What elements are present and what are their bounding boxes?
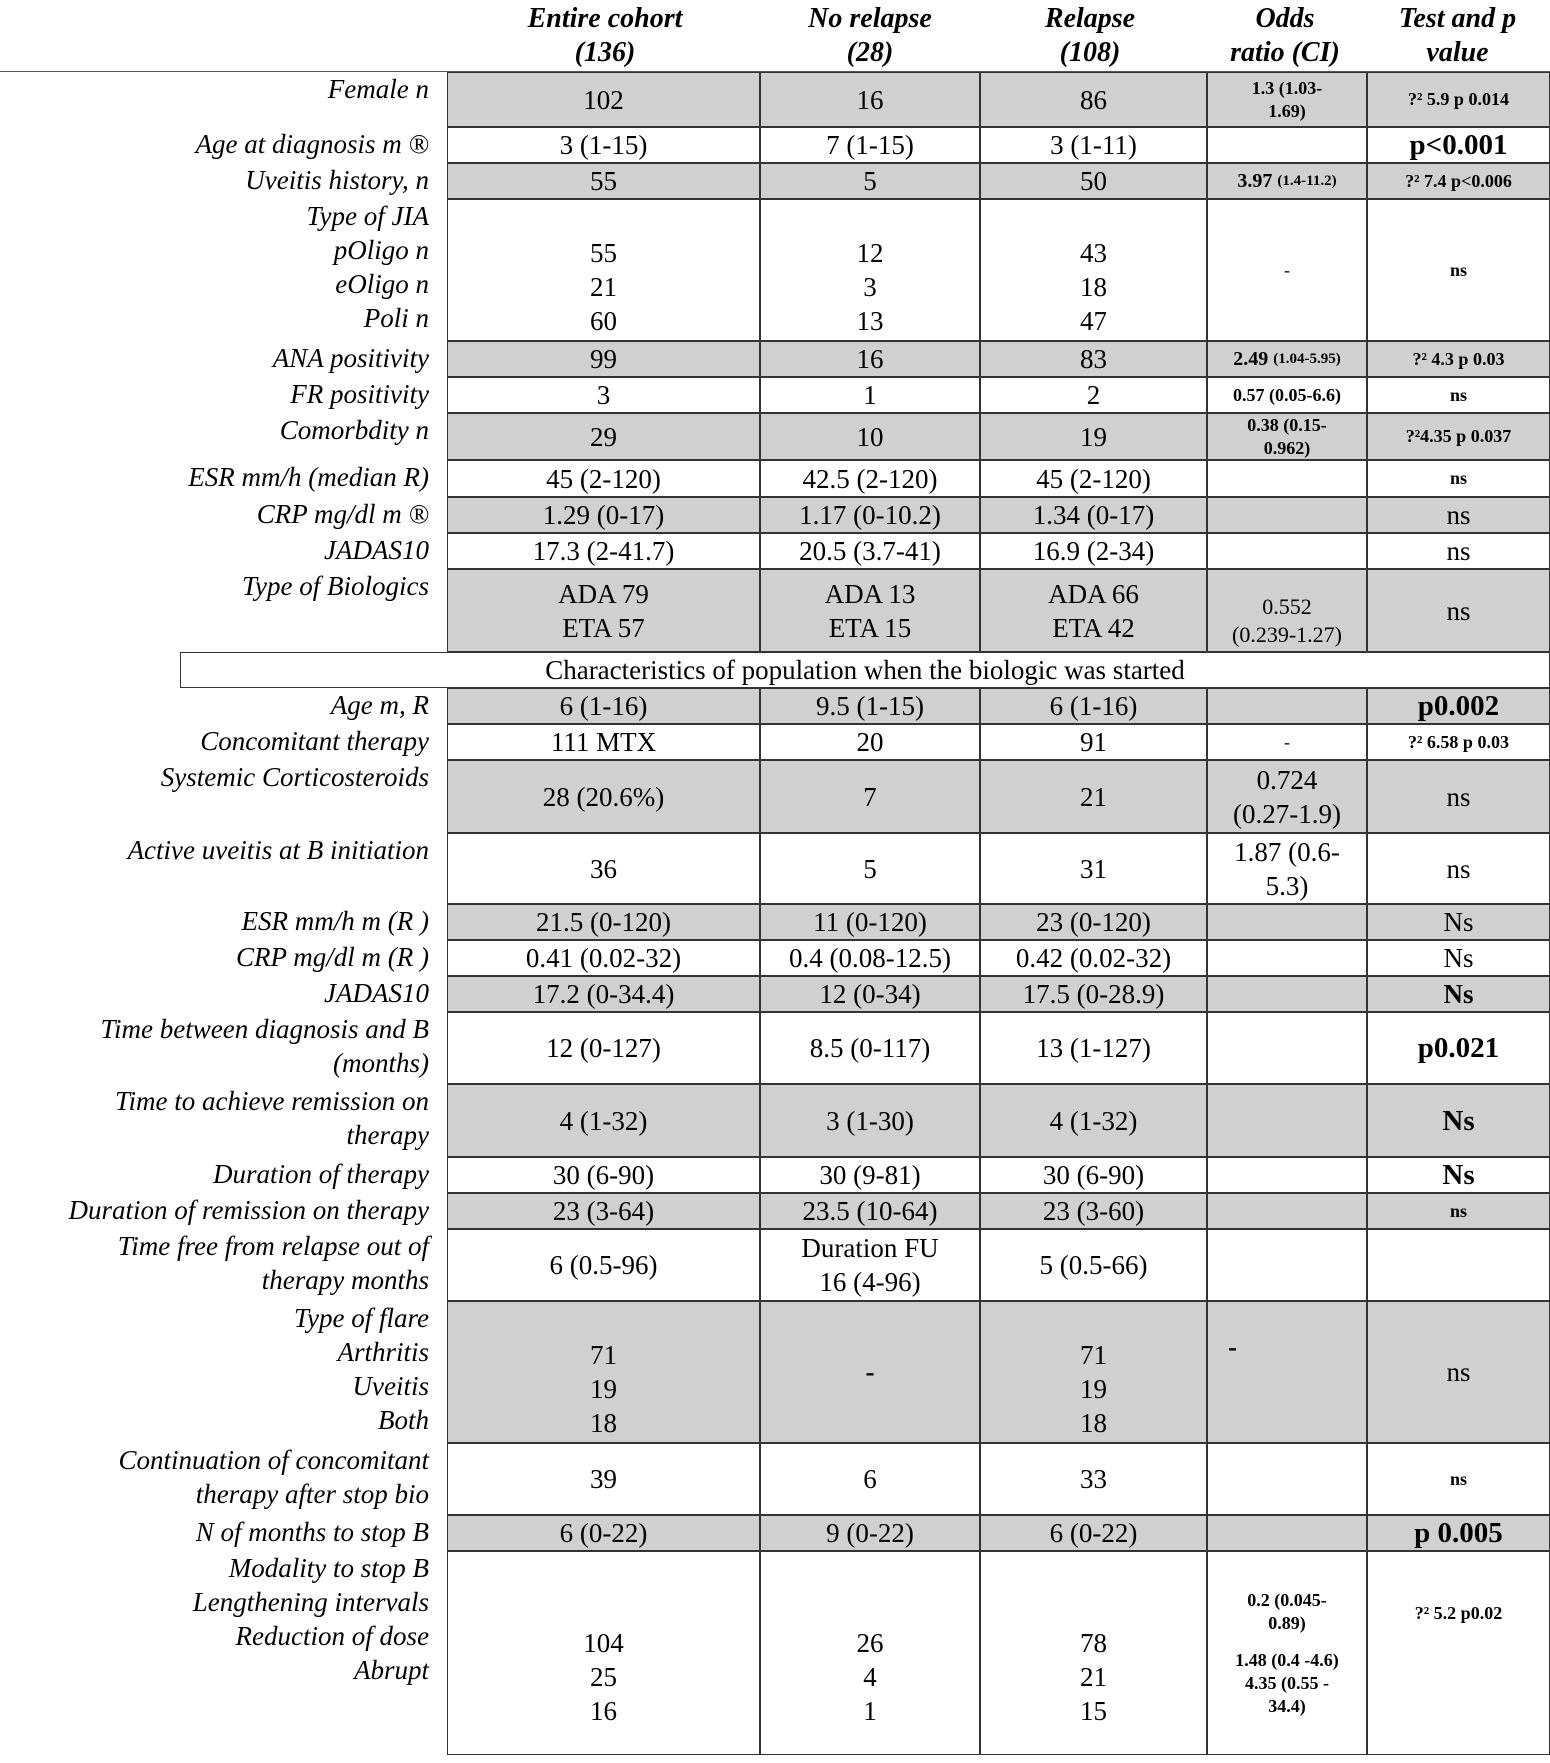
cell-col-3: 91 — [980, 724, 1207, 760]
cell-col-4: 1.87 (0.6- 5.3) — [1207, 833, 1367, 904]
cell-col-4 — [1207, 1515, 1367, 1551]
cell-col-2: 12 3 13 — [760, 199, 980, 341]
table-row — [0, 1301, 1550, 1443]
table-row — [0, 1084, 1550, 1157]
cell-col-5: ?² 5.9 p 0.014 — [1367, 72, 1550, 127]
table-row — [0, 1515, 1550, 1551]
cell-col-3: ADA 66 ETA 42 — [980, 569, 1207, 652]
table-row — [0, 127, 1550, 163]
cell-col-5: p0.002 — [1367, 688, 1550, 724]
cell-col-2: - — [760, 1301, 980, 1443]
table-row — [0, 1443, 1550, 1515]
cell-col-4 — [1207, 127, 1367, 163]
row-label: Uveitis history, n — [245, 165, 429, 195]
table-row — [0, 72, 1550, 127]
cell-col-2: 9.5 (1-15) — [760, 688, 980, 724]
cell-col-5: Ns — [1367, 940, 1550, 976]
odds-ratio-dose-abrupt: 1.48 (0.4 -4.6) 4.35 (0.55 - 34.4) — [1235, 1649, 1339, 1716]
cell-col-1: 23 (3-64) — [447, 1193, 760, 1229]
row-label: Time to achieve remission on therapy — [115, 1086, 429, 1150]
cell-col-1: 30 (6-90) — [447, 1157, 760, 1193]
cell-col-4 — [1207, 904, 1367, 940]
header-no-relapse: No relapse (28) — [808, 3, 932, 68]
cell-col-2: 7 — [760, 760, 980, 833]
table-row — [0, 1012, 1550, 1084]
cell-col-5: ns — [1367, 760, 1550, 833]
header-relapse: Relapse (108) — [1044, 3, 1136, 68]
row-label: Duration of therapy — [213, 1159, 429, 1189]
cell-col-1: 39 — [447, 1443, 760, 1515]
cell-col-1: 6 (0.5-96) — [447, 1229, 760, 1301]
cell-col-5: p<0.001 — [1367, 127, 1550, 163]
cell-col-3: 6 (0-22) — [980, 1515, 1207, 1551]
cell-col-5: Ns — [1367, 904, 1550, 940]
cell-col-3: 21 — [980, 760, 1207, 833]
table-row — [0, 377, 1550, 413]
cell-col-4: - — [1207, 724, 1367, 760]
row-label: Age m, R — [330, 690, 429, 720]
cell-col-4 — [1207, 1443, 1367, 1515]
cell-col-5: ns — [1367, 833, 1550, 904]
cell-col-1: 12 (0-127) — [447, 1012, 760, 1084]
cell-col-5: ns — [1367, 497, 1550, 533]
cell-col-1: 3 (1-15) — [447, 127, 760, 163]
cell-col-3: 45 (2-120) — [980, 460, 1207, 497]
table-row — [0, 199, 1550, 341]
table-row — [0, 413, 1550, 460]
row-label: Modality to stop B Lengthening intervals Reduction of dose Abrupt — [192, 1553, 429, 1685]
cell-col-4 — [1207, 533, 1367, 569]
cell-col-2: 9 (0-22) — [760, 1515, 980, 1551]
cell-col-5: ?²4.35 p 0.037 — [1367, 413, 1550, 460]
row-label: Type of Biologics — [242, 571, 429, 601]
odds-ratio-value: 2.49 — [1233, 347, 1269, 370]
cell-col-4 — [1207, 1157, 1367, 1193]
cell-col-4: 0.552 (0.239-1.27) — [1207, 569, 1367, 652]
cell-col-4 — [1207, 1551, 1367, 1755]
cell-col-1: 0.41 (0.02-32) — [447, 940, 760, 976]
table-row — [0, 341, 1550, 377]
table-row — [0, 1229, 1550, 1301]
cell-col-2: 42.5 (2-120) — [760, 460, 980, 497]
cell-col-5: p0.021 — [1367, 1012, 1550, 1084]
cell-col-3: 1.34 (0-17) — [980, 497, 1207, 533]
cell-col-1: 104 25 16 — [447, 1551, 760, 1755]
cell-col-1: 55 21 60 — [447, 199, 760, 341]
odds-ratio-ci: (1.04-5.95) — [1273, 351, 1341, 367]
table-row — [0, 1157, 1550, 1193]
cell-col-2: Duration FU 16 (4-96) — [760, 1229, 980, 1301]
cell-col-4 — [1207, 688, 1367, 724]
row-label: ESR mm/h (median R) — [188, 462, 429, 492]
cell-col-2: 7 (1-15) — [760, 127, 980, 163]
cell-col-2: 5 — [760, 833, 980, 904]
cell-col-4: 0.38 (0.15- 0.962) — [1207, 413, 1367, 460]
cell-col-4 — [1207, 940, 1367, 976]
cell-col-3: 16.9 (2-34) — [980, 533, 1207, 569]
cell-col-2: 3 (1-30) — [760, 1084, 980, 1157]
cell-col-3: 78 21 15 — [980, 1551, 1207, 1755]
cell-col-5 — [1367, 1229, 1550, 1301]
cell-col-2: 1.17 (0-10.2) — [760, 497, 980, 533]
table-row — [0, 833, 1550, 904]
cell-col-4 — [1207, 1012, 1367, 1084]
cell-col-2: 6 — [760, 1443, 980, 1515]
cell-col-3: 83 — [980, 341, 1207, 377]
table-row — [0, 688, 1550, 724]
row-label: ESR mm/h m (R ) — [241, 906, 429, 936]
cell-col-1: 21.5 (0-120) — [447, 904, 760, 940]
cell-col-1: ADA 79 ETA 57 — [447, 569, 760, 652]
cell-col-3: 30 (6-90) — [980, 1157, 1207, 1193]
cell-col-1: 17.2 (0-34.4) — [447, 976, 760, 1012]
cell-col-1: 36 — [447, 833, 760, 904]
cell-col-3: 23 (3-60) — [980, 1193, 1207, 1229]
table-row — [0, 976, 1550, 1012]
cell-col-5: ?² 6.58 p 0.03 — [1367, 724, 1550, 760]
cell-col-2: 30 (9-81) — [760, 1157, 980, 1193]
cell-col-2: ADA 13 ETA 15 — [760, 569, 980, 652]
cell-col-2: 16 — [760, 341, 980, 377]
cell-col-2: 20 — [760, 724, 980, 760]
cell-col-4 — [1207, 460, 1367, 497]
cell-col-5: ns — [1367, 199, 1550, 341]
cell-col-2: 26 4 1 — [760, 1551, 980, 1755]
cell-col-3: 5 (0.5-66) — [980, 1229, 1207, 1301]
row-label: JADAS10 — [324, 978, 429, 1008]
table-row — [0, 163, 1550, 199]
cell-col-2: 12 (0-34) — [760, 976, 980, 1012]
row-label: Systemic Corticosteroids — [160, 762, 429, 792]
cell-col-1: 55 — [447, 163, 760, 199]
cell-col-4 — [1207, 1193, 1367, 1229]
cell-col-5: ns — [1367, 533, 1550, 569]
cell-col-5: ?² 5.2 p0.02 — [1367, 1551, 1550, 1755]
cell-col-3: 0.42 (0.02-32) — [980, 940, 1207, 976]
cell-col-4 — [1207, 497, 1367, 533]
table-header — [0, 0, 1550, 72]
cell-col-3: 19 — [980, 413, 1207, 460]
cell-col-3: 43 18 47 — [980, 199, 1207, 341]
table-row — [0, 1551, 1550, 1755]
cell-col-1: 71 19 18 — [447, 1301, 760, 1443]
header-entire-cohort: Entire cohort (136) — [527, 3, 683, 68]
cell-col-5: Ns — [1367, 976, 1550, 1012]
cell-col-3: 6 (1-16) — [980, 688, 1207, 724]
cell-col-1: 17.3 (2-41.7) — [447, 533, 760, 569]
cell-col-4: 0.57 (0.05-6.6) — [1207, 377, 1367, 413]
cell-col-1: 29 — [447, 413, 760, 460]
cell-col-5: ns — [1367, 377, 1550, 413]
row-label: Concomitant therapy — [200, 726, 429, 756]
table-row — [0, 1193, 1550, 1229]
cell-col-3: 31 — [980, 833, 1207, 904]
table-row — [0, 724, 1550, 760]
odds-ratio-lengthening: 0.2 (0.045- 0.89) — [1247, 1589, 1327, 1633]
row-label: JADAS10 — [324, 535, 429, 565]
table-row — [0, 569, 1550, 652]
cell-col-3: 71 19 18 — [980, 1301, 1207, 1443]
cell-col-5: ns — [1367, 1301, 1550, 1443]
cell-col-5: Ns — [1367, 1157, 1550, 1193]
cell-col-4: - — [1207, 199, 1367, 341]
cell-col-4 — [1207, 976, 1367, 1012]
row-label: CRP mg/dl m ® — [256, 499, 429, 529]
cell-col-1: 6 (0-22) — [447, 1515, 760, 1551]
cell-col-1: 1.29 (0-17) — [447, 497, 760, 533]
cell-col-5: ns — [1367, 1193, 1550, 1229]
row-label: FR positivity — [290, 379, 429, 409]
row-label: CRP mg/dl m (R ) — [236, 942, 429, 972]
cell-col-2: 1 — [760, 377, 980, 413]
cell-col-2: 20.5 (3.7-41) — [760, 533, 980, 569]
cell-col-4 — [1207, 163, 1367, 199]
cell-col-2: 0.4 (0.08-12.5) — [760, 940, 980, 976]
cell-col-3: 3 (1-11) — [980, 127, 1207, 163]
section-banner: Characteristics of population when the biologic was started — [180, 652, 1550, 688]
cell-col-3: 86 — [980, 72, 1207, 127]
cell-col-5: p 0.005 — [1367, 1515, 1550, 1551]
row-label: Type of JIA pOligo n eOligo n Poli n — [306, 201, 429, 333]
cell-col-1: 6 (1-16) — [447, 688, 760, 724]
cell-col-3: 50 — [980, 163, 1207, 199]
cell-col-1: 99 — [447, 341, 760, 377]
cell-col-2: 5 — [760, 163, 980, 199]
cell-col-1: 45 (2-120) — [447, 460, 760, 497]
cell-col-4: - — [1207, 1301, 1367, 1443]
header-test-p-value: Test and p value — [1398, 3, 1517, 68]
table-row — [0, 533, 1550, 569]
cell-col-4 — [1207, 1229, 1367, 1301]
table-row — [0, 497, 1550, 533]
row-label: Age at diagnosis m ® — [195, 129, 429, 159]
row-label: Active uveitis at B initiation — [127, 835, 429, 865]
cell-col-2: 8.5 (0-117) — [760, 1012, 980, 1084]
cell-col-1: 28 (20.6%) — [447, 760, 760, 833]
cell-col-4: 0.724 (0.27-1.9) — [1207, 760, 1367, 833]
cell-col-5: Ns — [1367, 1084, 1550, 1157]
cell-col-1: 111 MTX — [447, 724, 760, 760]
cell-col-1: 102 — [447, 72, 760, 127]
cell-col-3: 23 (0-120) — [980, 904, 1207, 940]
cell-col-3: 2 — [980, 377, 1207, 413]
row-label: ANA positivity — [272, 343, 429, 373]
row-label: Female n — [327, 74, 429, 104]
cell-col-1: 4 (1-32) — [447, 1084, 760, 1157]
cell-col-5: ?² 7.4 p<0.006 — [1367, 163, 1550, 199]
row-label: Comorbdity n — [279, 415, 429, 445]
header-odds-ratio: Odds ratio (CI) — [1230, 3, 1340, 68]
row-label: Continuation of concomitant therapy after stop bio — [118, 1445, 429, 1509]
cell-col-5: ?² 4.3 p 0.03 — [1367, 341, 1550, 377]
row-label: N of months to stop B — [195, 1517, 429, 1547]
cell-col-2: 11 (0-120) — [760, 904, 980, 940]
row-label: Type of flare Arthritis Uveitis Both — [294, 1303, 429, 1435]
row-label: Time between diagnosis and B (months) — [100, 1014, 429, 1078]
table-row — [0, 940, 1550, 976]
cell-col-4 — [1207, 1084, 1367, 1157]
cell-col-2: 23.5 (10-64) — [760, 1193, 980, 1229]
cell-col-4: 1.3 (1.03- 1.69) — [1207, 72, 1367, 127]
cell-col-2: 10 — [760, 413, 980, 460]
cell-col-3: 33 — [980, 1443, 1207, 1515]
table-row — [0, 904, 1550, 940]
cell-col-1: 3 — [447, 377, 760, 413]
cell-col-2: 16 — [760, 72, 980, 127]
odds-ratio-ci: (1.4-11.2) — [1277, 173, 1337, 189]
cell-col-3: 13 (1-127) — [980, 1012, 1207, 1084]
row-label: Duration of remission on therapy — [68, 1195, 429, 1225]
cell-col-5: ns — [1367, 569, 1550, 652]
cell-col-3: 17.5 (0-28.9) — [980, 976, 1207, 1012]
row-label: Time free from relapse out of therapy months — [117, 1231, 429, 1295]
table-row — [0, 460, 1550, 497]
cell-col-5: ns — [1367, 460, 1550, 497]
cell-col-5: ns — [1367, 1443, 1550, 1515]
table-row — [0, 760, 1550, 833]
cell-col-3: 4 (1-32) — [980, 1084, 1207, 1157]
cell-col-4 — [1207, 341, 1367, 377]
odds-ratio-value: 3.97 — [1237, 169, 1273, 192]
